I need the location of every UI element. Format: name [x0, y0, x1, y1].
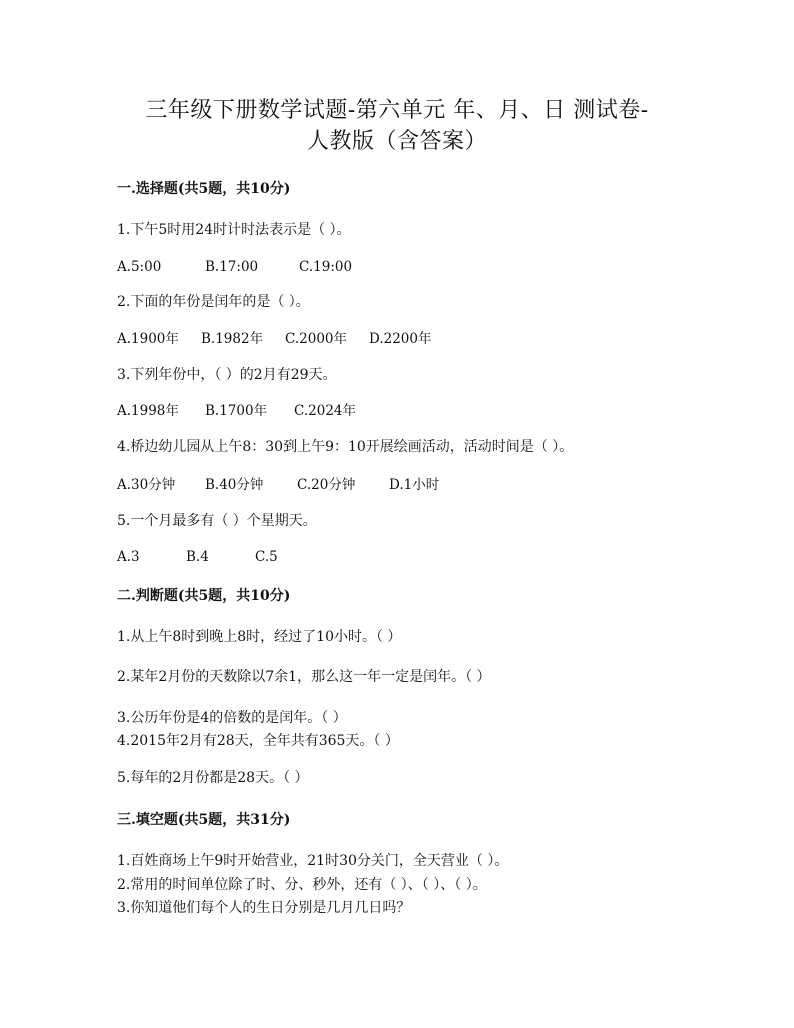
option: C.5: [255, 549, 278, 565]
question-text: 5.每年的2月份都是28天。（ ）: [117, 770, 309, 786]
question-text: 1.从上午8时到晚上8时，经过了10小时。（ ）: [117, 629, 402, 645]
section-heading-choice: 一.选择题(共5题，共10分): [117, 181, 291, 197]
option: B.40分钟: [205, 477, 264, 493]
question-text: 4.桥边幼儿园从上午8：30到上午9：10开展绘画活动，活动时间是（ ）。: [117, 439, 574, 455]
question-text: 3.公历年份是4的倍数的是闰年。（ ）: [117, 710, 347, 726]
question-text: 2.常用的时间单位除了时、分、秒外，还有（ ）、（ ）、（ ）。: [117, 877, 487, 893]
option: C.2000年: [285, 331, 347, 347]
option: C.2024年: [294, 403, 356, 419]
option: A.3: [117, 549, 140, 565]
option: A.30分钟: [117, 477, 176, 493]
option: C.19:00: [299, 259, 353, 275]
option: D.2200年: [369, 331, 432, 347]
option: B.1982年: [201, 331, 264, 347]
question-text: 2.下面的年份是闰年的是（ ）。: [117, 294, 310, 310]
document-title-line-2: 人教版（含答案）: [306, 129, 487, 154]
option: A.1998年: [117, 403, 179, 419]
question-text: 1.百姓商场上午9时开始营业，21时30分关门，全天营业（ ）。: [117, 853, 509, 869]
option: C.20分钟: [297, 477, 356, 493]
option: B.17:00: [205, 259, 259, 275]
option: D.1小时: [389, 477, 440, 493]
document-title-line-1: 三年级下册数学试题-第六单元 年、月、日 测试卷-: [145, 98, 649, 123]
option: A.5:00: [117, 259, 162, 275]
option: B.1700年: [205, 403, 268, 419]
question-text: 3.你知道他们每个人的生日分别是几月几日吗？: [117, 900, 411, 916]
question-text: 2.某年2月份的天数除以7余1，那么这一年一定是闰年。（ ）: [117, 669, 491, 685]
question-text: 1.下午5时用24时计时法表示是（ ）。: [117, 222, 351, 238]
option: B.4: [186, 549, 209, 565]
question-text: 4.2015年2月有28天，全年共有365天。（ ）: [117, 733, 399, 749]
question-text: 5.一个月最多有（ ）个星期天。: [117, 513, 317, 529]
section-heading-fill-blank: 三.填空题(共5题，共31分): [117, 812, 291, 828]
question-text: 3.下列年份中，（ ）的2月有29天。: [117, 367, 337, 383]
option: A.1900年: [117, 331, 179, 347]
section-heading-judgment: 二.判断题(共5题，共10分): [117, 588, 291, 604]
